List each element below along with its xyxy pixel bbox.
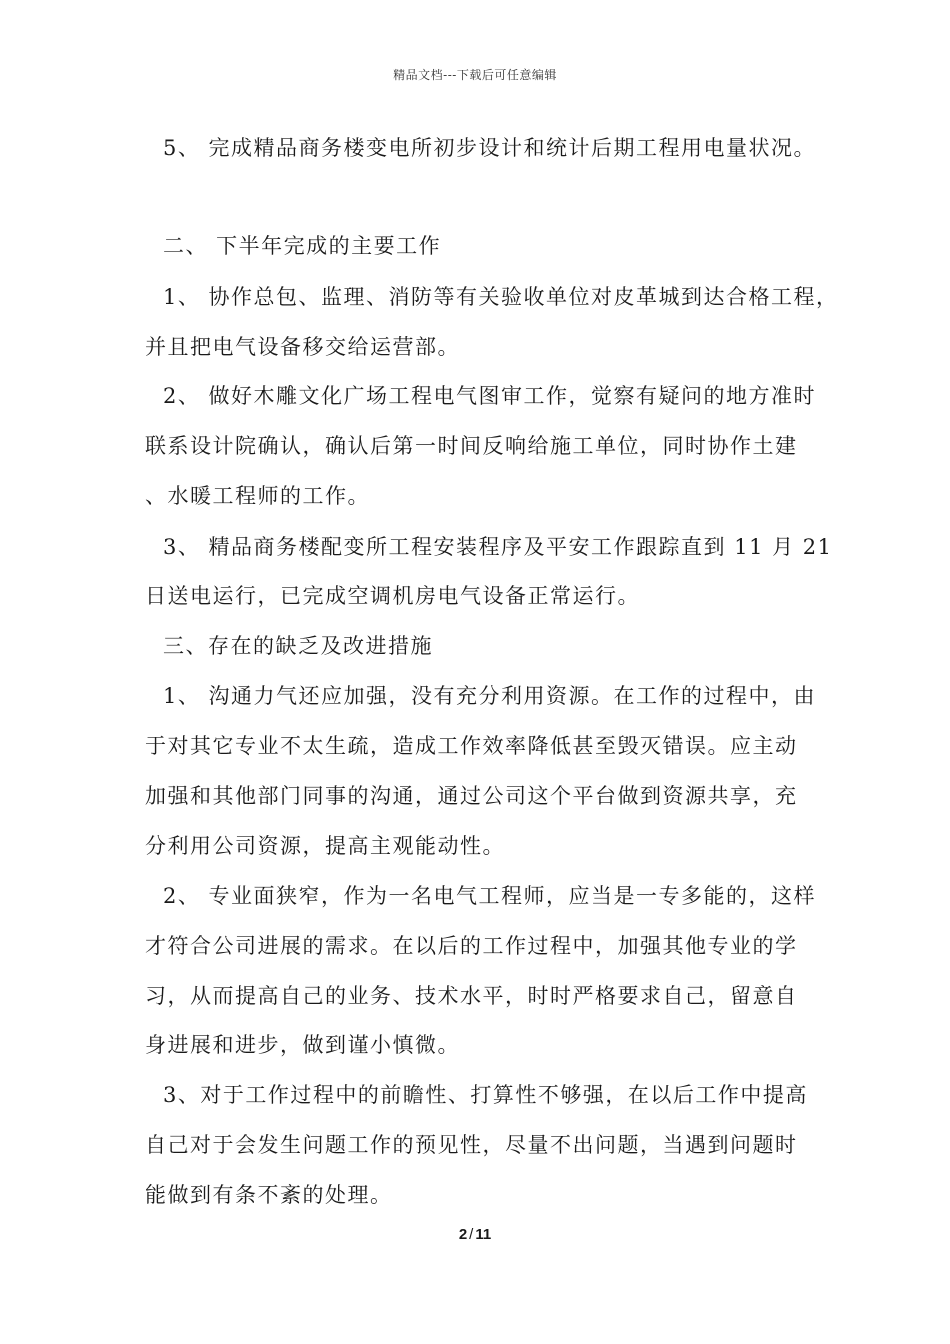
paragraph-line: 3、 精品商务楼配变所工程安装程序及平安工作跟踪直到 11 月 21	[163, 535, 833, 559]
page-header: 精品文档---下载后可任意编辑	[393, 68, 557, 82]
paragraph-line: 3、对于工作过程中的前瞻性、打算性不够强，在以后工作中提高	[163, 1083, 808, 1107]
page-separator: /	[469, 1226, 474, 1243]
total-pages: 11	[475, 1226, 492, 1243]
paragraph-line: 习，从而提高自己的业务、技术水平，时时严格要求自己，留意自	[145, 984, 798, 1008]
paragraph-line: 自己对于会发生问题工作的预见性，尽量不出问题，当遇到问题时	[145, 1133, 798, 1157]
paragraph-line: 日送电运行，已完成空调机房电气设备正常运行。	[145, 584, 640, 608]
section-heading: 三、存在的缺乏及改进措施	[163, 634, 433, 658]
paragraph-line: 1、 协作总包、监理、消防等有关验收单位对皮革城到达合格工程，	[163, 285, 839, 309]
paragraph-line: 1、 沟通力气还应加强，没有充分利用资源。在工作的过程中，由	[163, 684, 817, 708]
paragraph-line: 2、 做好木雕文化广场工程电气图审工作，觉察有疑问的地方准时	[163, 384, 817, 408]
paragraph-line: 5、 完成精品商务楼变电所初步设计和统计后期工程用电量状况。	[163, 136, 817, 160]
paragraph-line: 于对其它专业不太生疏，造成工作效率降低甚至毁灭错误。应主动	[145, 734, 798, 758]
section-heading: 二、 下半年完成的主要工作	[163, 234, 442, 258]
paragraph-line: 并且把电气设备移交给运营部。	[145, 335, 460, 359]
paragraph-line: 分利用公司资源，提高主观能动性。	[145, 834, 505, 858]
paragraph-line: 才符合公司进展的需求。在以后的工作过程中，加强其他专业的学	[145, 934, 798, 958]
paragraph-line: 能做到有条不紊的处理。	[145, 1183, 393, 1207]
paragraph-line: 联系设计院确认，确认后第一时间反响给施工单位，同时协作土建	[145, 434, 798, 458]
paragraph-line: 加强和其他部门同事的沟通，通过公司这个平台做到资源共享，充	[145, 784, 798, 808]
current-page: 2	[458, 1226, 468, 1243]
paragraph-line: 、水暖工程师的工作。	[145, 484, 370, 508]
paragraph-line: 身进展和进步，做到谨小慎微。	[145, 1033, 460, 1057]
paragraph-line: 2、 专业面狭窄，作为一名电气工程师，应当是一专多能的，这样	[163, 884, 817, 908]
page-number	[0, 1226, 950, 1243]
